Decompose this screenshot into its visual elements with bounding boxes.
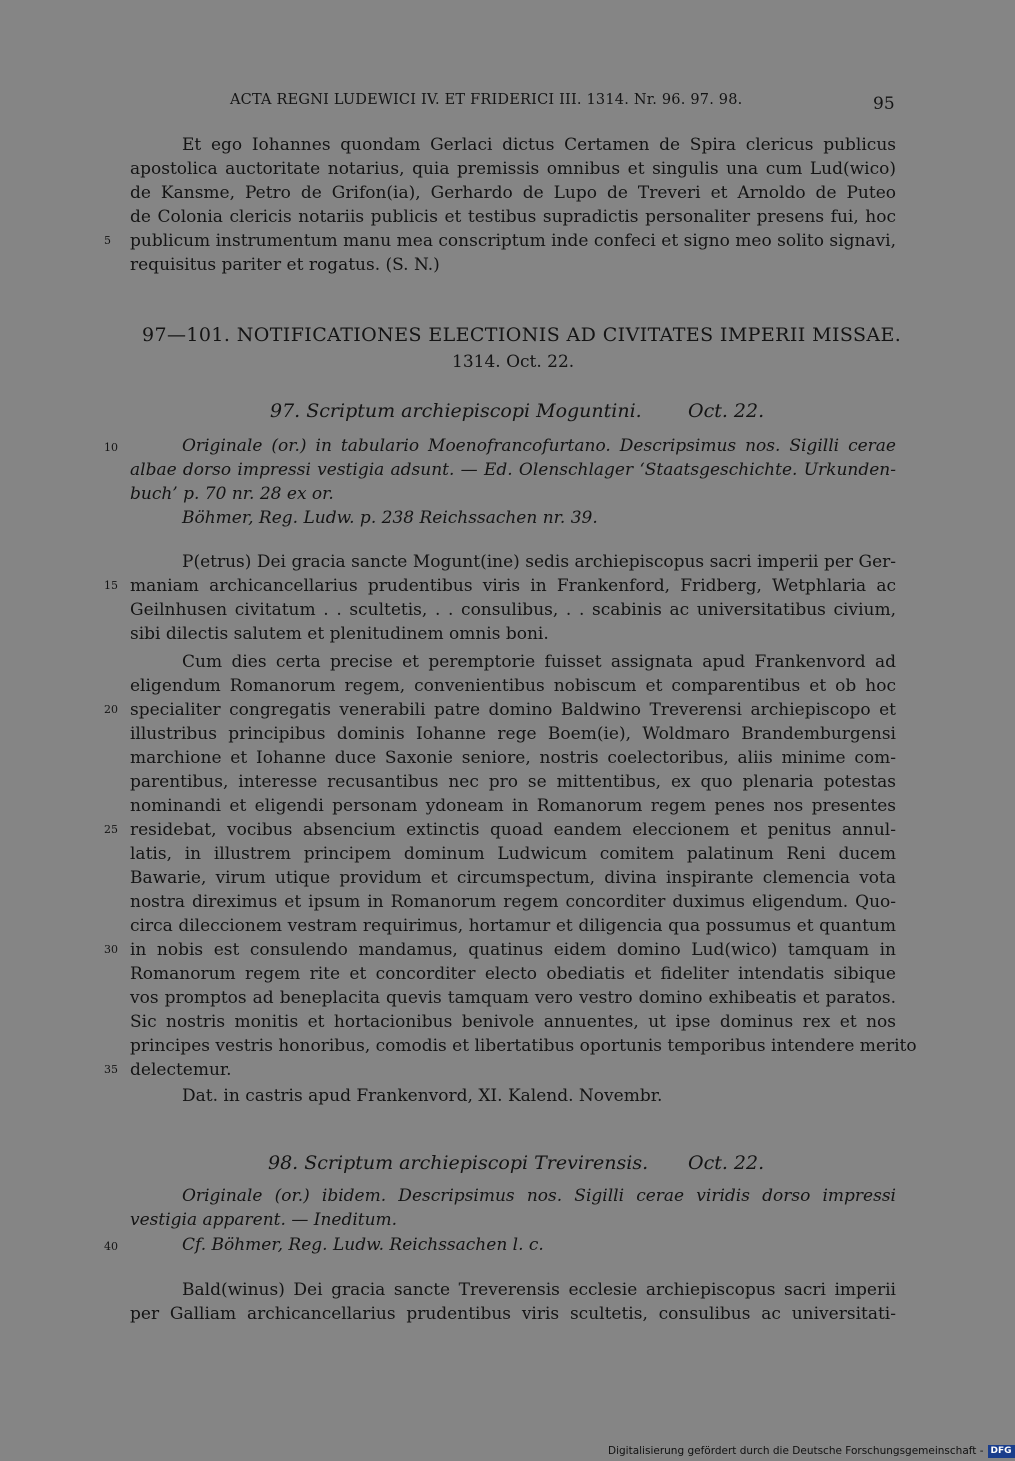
text-line: Et ego Iohannes quondam Gerlaci dictus Certamen de Spira clericus publicus [182, 135, 896, 155]
doc97-date: Oct. 22. [688, 400, 765, 422]
doc98-heading: 98. Scriptum archiepiscopi Trevirensis. [268, 1152, 649, 1174]
text-line: de Colonia clericis notariis publicis et testibus supradictis personaliter presens fui, hoc [130, 207, 896, 227]
text-line: specialiter congregatis venerabili patre domino Baldwino Treverensi archiepiscopo et [130, 700, 896, 720]
doc97-heading [270, 400, 642, 422]
text-line: circa dileccionem vestram requirimus, hortamur et diligencia qua possumus et quantum [130, 916, 896, 936]
note-line: Böhmer, Reg. Ludw. p. 238 Reichssachen nr. 39. [182, 508, 598, 528]
text-line: per Galliam archicancellarius prudentibus viris scultetis, consulibus ac universitati- [130, 1304, 896, 1324]
credit-text: Digitalisierung gefördert durch die Deutsche Forschungsgemeinschaft - [608, 1445, 984, 1457]
text-line: nominandi et eligendi personam ydoneam in Romanorum regem penes nos presentes [130, 796, 896, 816]
text-line: illustribus principibus dominis Iohanne rege Boem(ie), Woldmaro Brandemburgensi [130, 724, 896, 744]
running-header: ACTA REGNI LUDEWICI IV. ET FRIDERICI III. 1314. Nr. 96. 97. 98. [230, 92, 743, 108]
text-line: Bawarie, virum utique providum et circumspectum, divina inspirante clemencia vota [130, 868, 896, 888]
note-line: buch’ p. 70 nr. 28 ex or. [130, 484, 334, 504]
line-number: 30 [104, 943, 118, 956]
text-line: nostra direximus et ipsum in Romanorum regem concorditer duximus eligendum. Quo- [130, 892, 896, 912]
text-line: Geilnhusen civitatum . . scultetis, . . consulibus, . . scabinis ac universitatibus civium, [130, 600, 896, 620]
note-line: Originale (or.) ibidem. Descripsimus nos. Sigilli cerae viridis dorso impressi [182, 1186, 896, 1206]
text-line: sibi dilectis salutem et plenitudinem omnis boni. [130, 624, 549, 644]
section-date: 1314. Oct. 22. [452, 352, 575, 372]
text-line: Sic nostris monitis et hortacionibus benivole annuentes, ut ipse dominus rex et nos [130, 1012, 896, 1032]
text-line: parentibus, interesse recusantibus nec pro se mittentibus, ex quo plenaria potestas [130, 772, 896, 792]
text-line: apostolica auctoritate notarius, quia premissis omnibus et singulis una cum Lud(wico) [130, 159, 896, 179]
digitization-credit [608, 1442, 1015, 1460]
text-line: Bald(winus) Dei gracia sancte Treverensis ecclesie archiepiscopus sacri imperii [182, 1280, 896, 1300]
doc97-title: 97. Scriptum archiepiscopi Moguntini. [270, 400, 642, 422]
note-line: Cf. Böhmer, Reg. Ludw. Reichssachen l. c. [182, 1235, 544, 1255]
text-line: marchione et Iohanne duce Saxonie seniore, nostris coelectoribus, aliis minime com- [130, 748, 896, 768]
section-title: 97—101. NOTIFICATIONES ELECTIONIS AD CIVITATES IMPERII MISSAE. [142, 324, 902, 346]
text-line: Romanorum regem rite et concorditer electo obediatis et fideliter intendatis sibique [130, 964, 896, 984]
text-line: publicum instrumentum manu mea conscriptum inde confeci et signo meo solito signavi, [130, 231, 896, 251]
text-line: latis, in illustrem principem dominum Ludwicum comitem palatinum Reni ducem [130, 844, 896, 864]
note-line: vestigia apparent. — Ineditum. [130, 1210, 398, 1230]
text-line: Cum dies certa precise et peremptorie fuisset assignata apud Frankenvord ad [182, 652, 896, 672]
line-number: 5 [104, 234, 111, 247]
text-line: vos promptos ad beneplacita quevis tamquam vero vestro domino exhibeatis et paratos. [130, 988, 896, 1008]
line-number: 20 [104, 703, 118, 716]
text-line: in nobis est consulendo mandamus, quatinus eidem domino Lud(wico) tamquam in [130, 940, 896, 960]
text-line: principes vestris honoribus, comodis et libertatibus oportunis temporibus intendere merito [130, 1036, 917, 1056]
text-line: requisitus pariter et rogatus. (S. N.) [130, 255, 440, 275]
doc98-date: Oct. 22. [688, 1152, 765, 1174]
note-line: albae dorso impressi vestigia adsunt. — Ed. Olenschlager ‘Staatsgeschichte. Urkunden- [130, 460, 896, 480]
text-line: maniam archicancellarius prudentibus viris in Frankenford, Fridberg, Wetphlaria ac [130, 576, 896, 596]
text-line: eligendum Romanorum regem, convenientibus nobiscum et comparentibus et ob hoc [130, 676, 896, 696]
text-line: P(etrus) Dei gracia sancte Mogunt(ine) sedis archiepiscopus sacri imperii per Ger- [182, 552, 896, 572]
dating-line: Dat. in castris apud Frankenvord, XI. Kalend. Novembr. [182, 1086, 663, 1106]
page-number: 95 [873, 94, 895, 114]
line-number: 15 [104, 579, 118, 592]
dfg-logo: DFG [988, 1445, 1015, 1458]
text-line: delectemur. [130, 1060, 232, 1080]
line-number: 35 [104, 1063, 118, 1076]
text-line: residebat, vocibus absencium extinctis quoad eandem eleccionem et penitus annul- [130, 820, 896, 840]
note-line: Originale (or.) in tabulario Moenofrancofurtano. Descripsimus nos. Sigilli cerae [182, 436, 896, 456]
line-number: 25 [104, 823, 118, 836]
line-number: 10 [104, 441, 118, 454]
text-line: de Kansme, Petro de Grifon(ia), Gerhardo de Lupo de Treveri et Arnoldo de Puteo [130, 183, 896, 203]
line-number: 40 [104, 1240, 118, 1253]
